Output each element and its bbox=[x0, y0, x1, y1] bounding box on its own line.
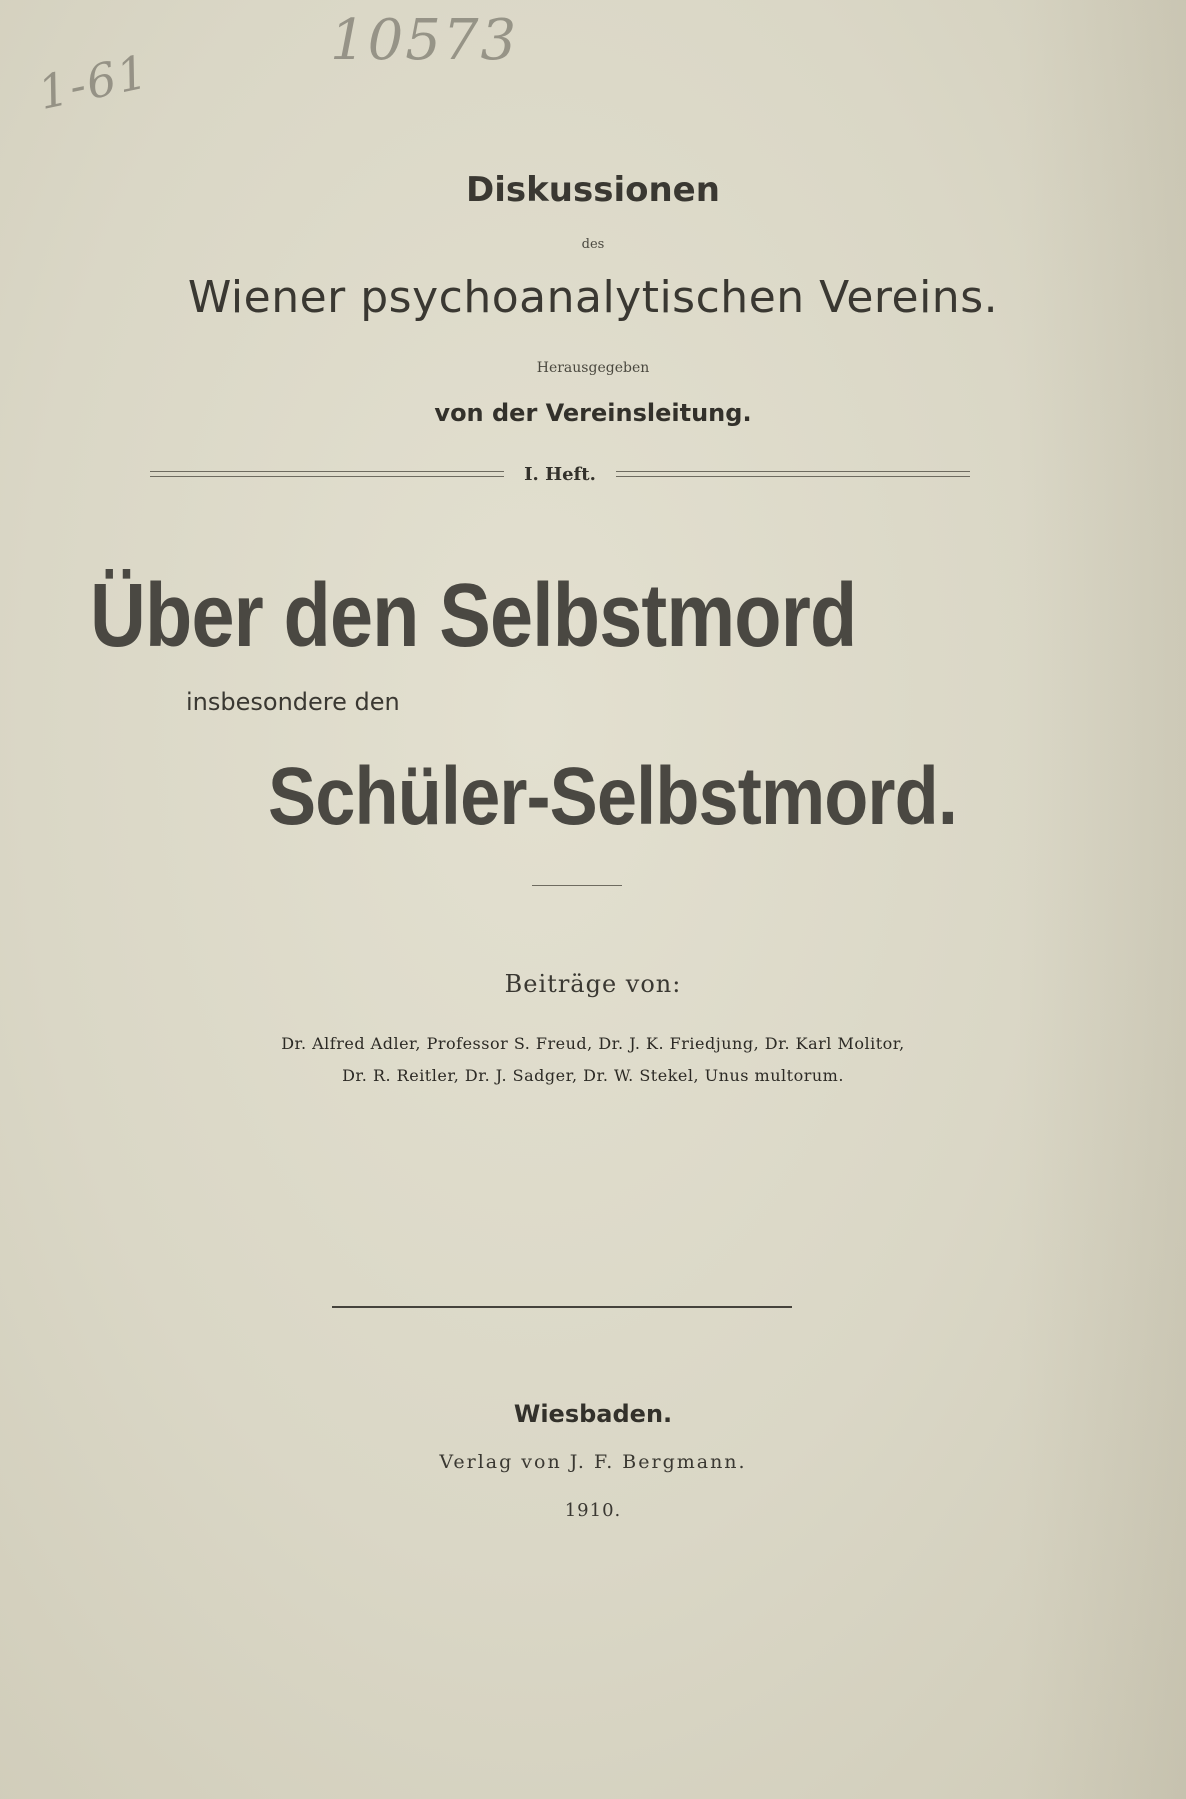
handwritten-note-top: 10573 bbox=[330, 8, 519, 73]
contributors-label: Beiträge von: bbox=[504, 970, 682, 998]
main-title: Über den Selbstmord bbox=[90, 566, 857, 666]
title-connector: insbesondere den bbox=[186, 688, 400, 716]
contributors-line-2: Dr. R. Reitler, Dr. J. Sadger, Dr. W. Stekel, Unus multorum. bbox=[342, 1066, 844, 1085]
issue-number: I. Heft. bbox=[524, 463, 596, 485]
long-divider bbox=[332, 1306, 792, 1308]
paper-edge-shade bbox=[1016, 0, 1186, 1799]
issue-rule-row bbox=[150, 462, 970, 486]
sub-title: Schüler-Selbstmord. bbox=[268, 751, 957, 842]
double-rule-right bbox=[616, 471, 970, 477]
double-rule-left bbox=[150, 471, 504, 477]
article-des: des bbox=[581, 237, 605, 252]
society-name: Wiener psychoanalytischen Vereins. bbox=[187, 272, 999, 323]
handwritten-note-left: 1-61 bbox=[33, 44, 154, 120]
short-divider bbox=[532, 885, 622, 886]
imprint-year: 1910. bbox=[564, 1500, 622, 1521]
editor-label: Herausgegeben bbox=[536, 360, 650, 376]
imprint-city: Wiesbaden. bbox=[513, 1400, 673, 1428]
contributors-line-1: Dr. Alfred Adler, Professor S. Freud, Dr. J. K. Friedjung, Dr. Karl Molitor, bbox=[281, 1034, 905, 1053]
series-title: Diskussionen bbox=[466, 170, 720, 210]
editor-name: von der Vereinsleitung. bbox=[434, 399, 752, 427]
imprint-publisher: Verlag von J. F. Bergmann. bbox=[439, 1451, 747, 1473]
